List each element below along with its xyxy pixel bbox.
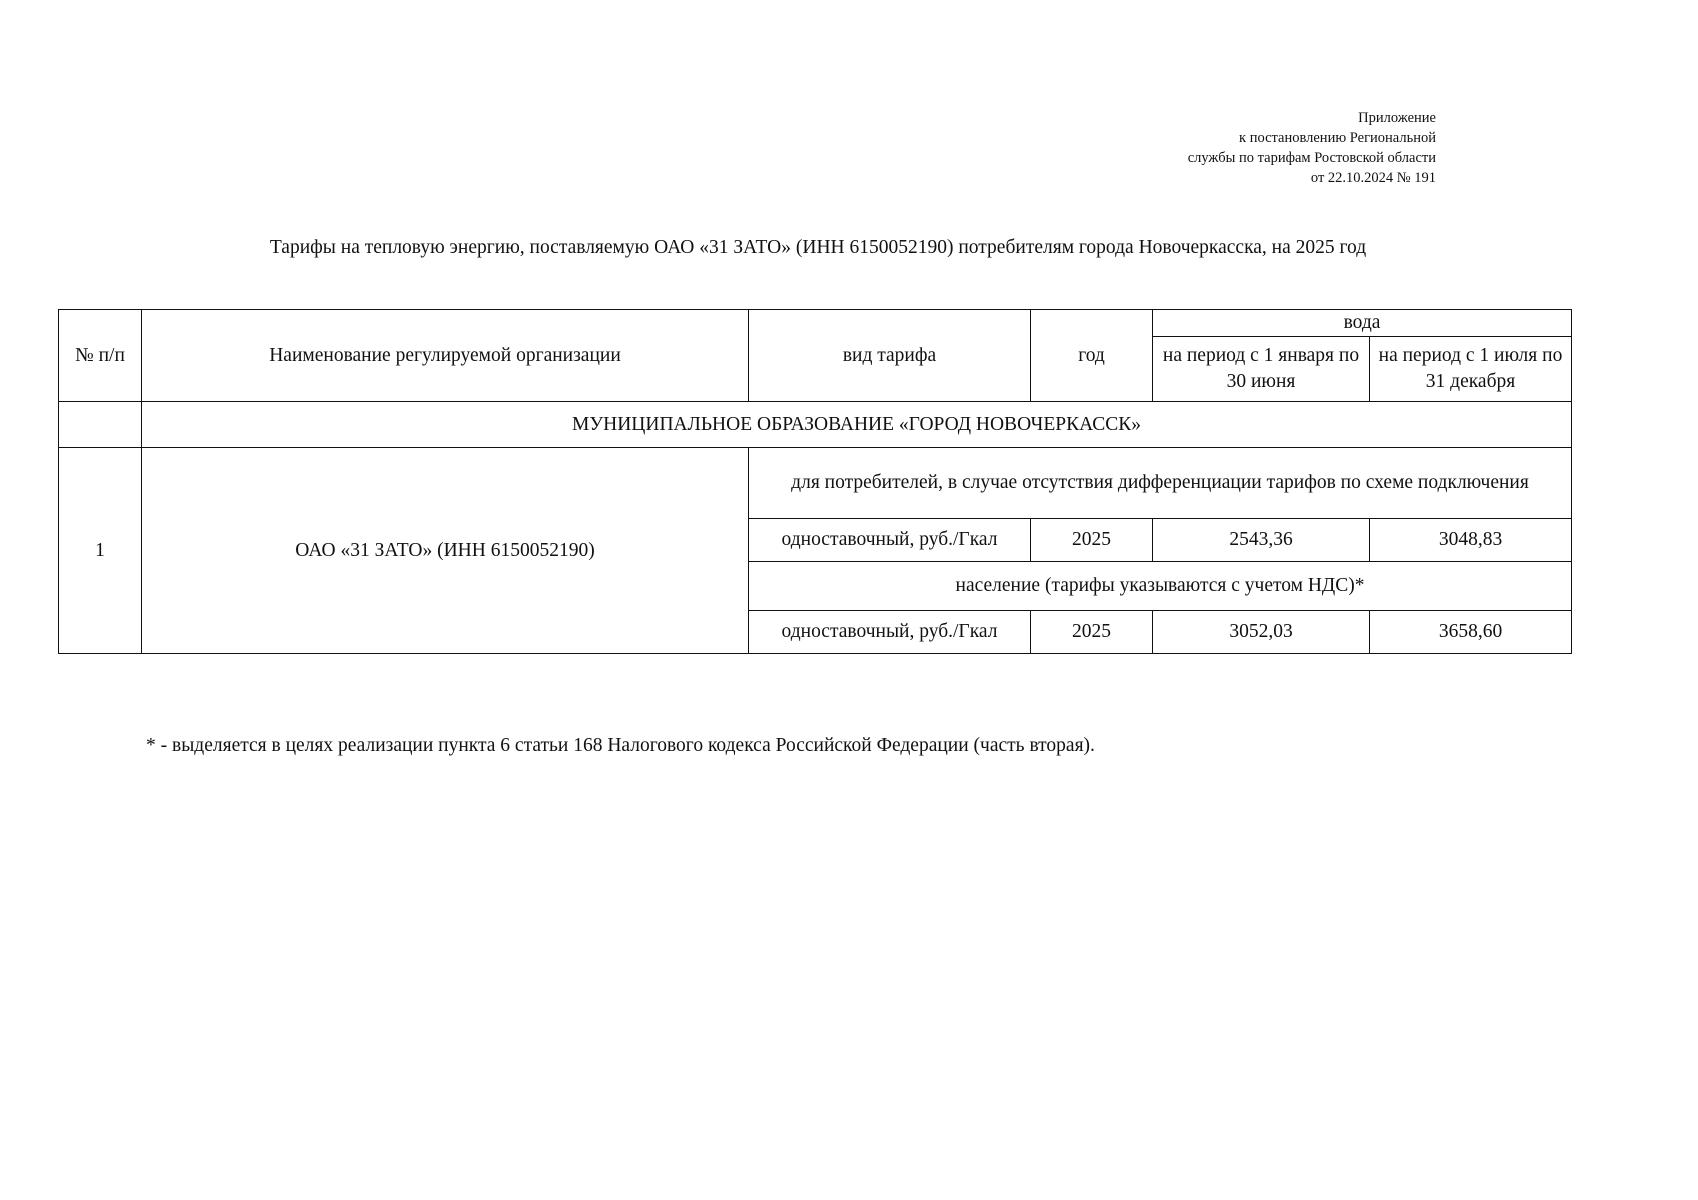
tariff-table — [58, 309, 1572, 654]
header-num: № п/п — [59, 310, 142, 402]
appendix-line: Приложение — [1358, 110, 1436, 126]
period-1-value: 2543,36 — [1153, 519, 1370, 562]
row-num: 1 — [59, 448, 142, 654]
table-row — [59, 448, 1572, 519]
header-tariff-type: вид тарифа — [749, 310, 1031, 402]
appendix-line: к постановлению Региональной — [1239, 130, 1436, 146]
header-org: Наименование регулируемой организации — [142, 310, 749, 402]
tariff-type-cell: одноставочный, руб./Гкал — [749, 611, 1031, 654]
header-period-2: на период с 1 июля по 31 декабря — [1370, 337, 1572, 402]
header-row — [59, 310, 1572, 337]
appendix-line: службы по тарифам Ростовской области — [1187, 150, 1436, 166]
tariff-type-cell: одноставочный, руб./Гкал — [749, 519, 1031, 562]
section-num-cell — [59, 402, 142, 448]
period-2-value: 3048,83 — [1370, 519, 1572, 562]
group-label: население (тарифы указываются с учетом НДС)* — [749, 562, 1572, 611]
appendix-line: от 22.10.2024 № 191 — [1310, 170, 1436, 186]
document-title: Тарифы на тепловую энергию, поставляемую ОАО «31 ЗАТО» (ИНН 6150052190) потребителям города Новочеркасска, на 2025 год — [269, 237, 1367, 258]
period-1-value: 3052,03 — [1153, 611, 1370, 654]
section-row — [59, 402, 1572, 448]
header-year: год — [1031, 310, 1153, 402]
group-label: для потребителей, в случае отсутствия дифференциации тарифов по схеме подключения — [749, 448, 1572, 519]
header-water: вода — [1153, 310, 1572, 337]
year-cell: 2025 — [1031, 611, 1153, 654]
period-2-value: 3658,60 — [1370, 611, 1572, 654]
year-cell: 2025 — [1031, 519, 1153, 562]
section-title: МУНИЦИПАЛЬНОЕ ОБРАЗОВАНИЕ «ГОРОД НОВОЧЕРКАССК» — [142, 402, 1572, 448]
header-period-1: на период с 1 января по 30 июня — [1153, 337, 1370, 402]
row-org: ОАО «31 ЗАТО» (ИНН 6150052190) — [142, 448, 749, 654]
appendix-note — [1188, 108, 1436, 188]
footnote: * - выделяется в целях реализации пункта 6 статьи 168 Налогового кодекса Российской Федерации (часть вторая). — [146, 735, 1095, 756]
